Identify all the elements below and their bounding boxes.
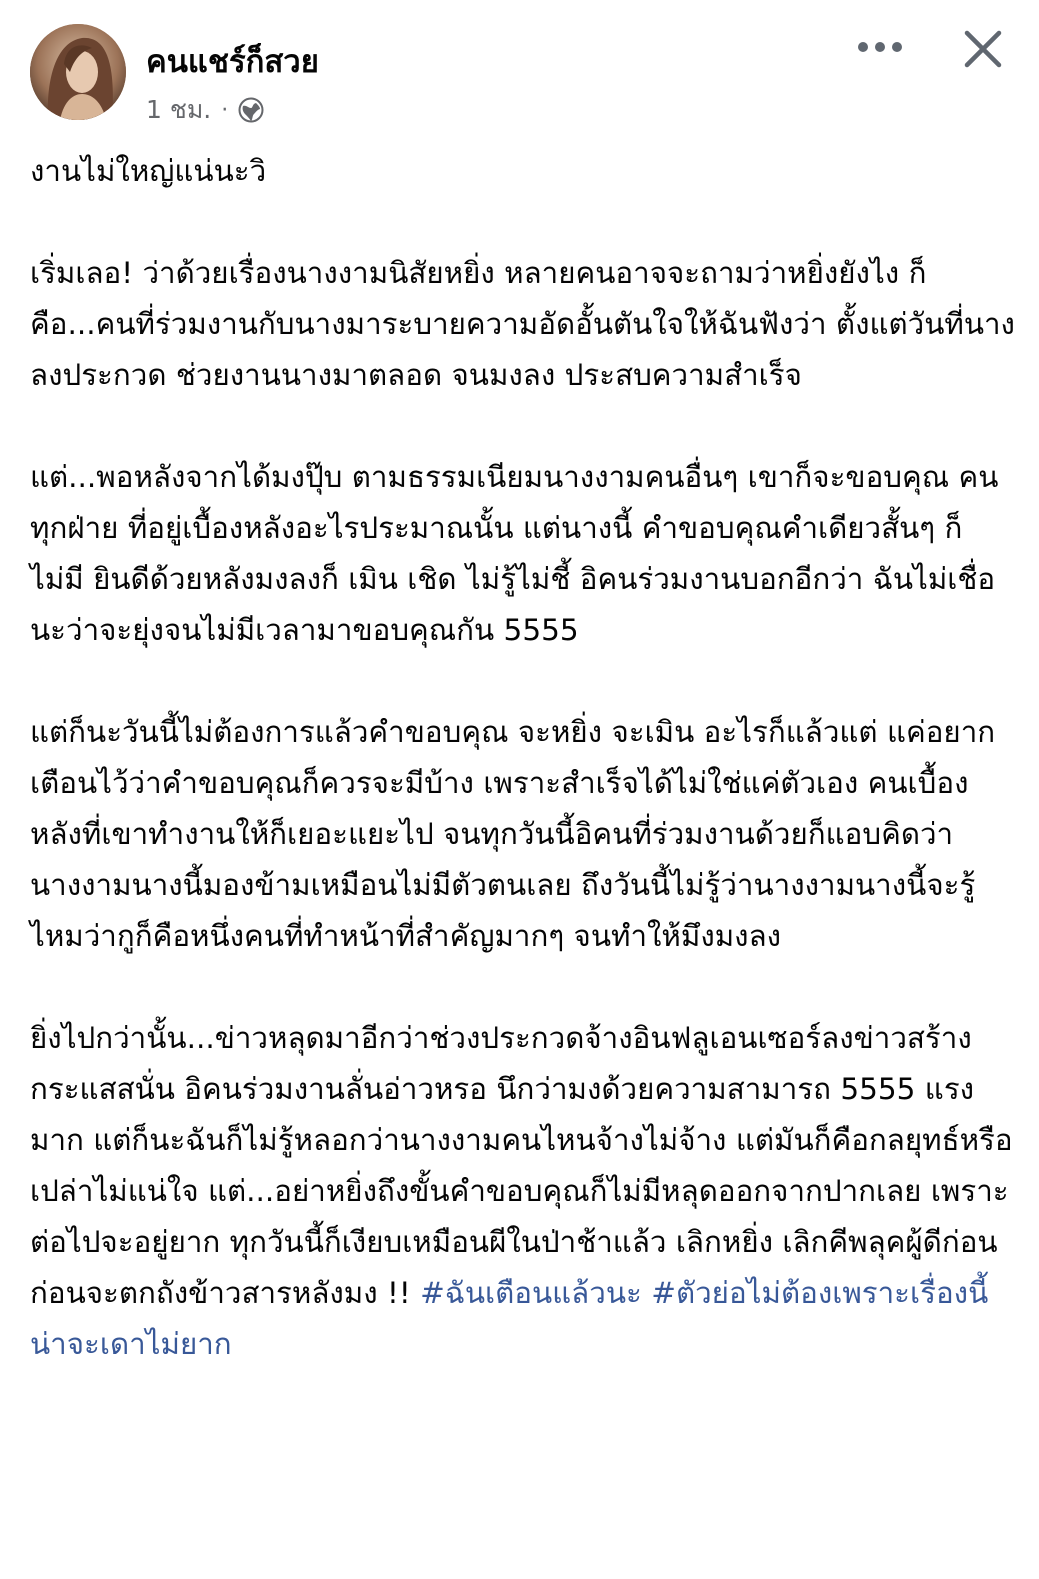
hashtag-link-2[interactable]: #ตัวย่อไม่ต้องเพราะเรื่องนี้น่าจะเดาไม่ยาก (30, 1276, 989, 1361)
author-name[interactable]: คนแชร์ก็สวย (146, 44, 319, 80)
more-options-icon[interactable] (855, 32, 905, 62)
avatar-photo (30, 24, 126, 120)
author-avatar[interactable] (30, 24, 126, 120)
hashtag-link-1[interactable]: #ฉันเตือนแล้วนะ (420, 1276, 642, 1310)
post-paragraph-5 (30, 1013, 1015, 1370)
post-meta (146, 90, 264, 130)
post-paragraph-4: แต่ก็นะวันนี้ไม่ต้องการแล้วคำขอบคุณ จะหยิ่ง จะเมิน อะไรก็แล้วแต่ แค่อยากเตือนไว้ว่าคำขอบคุณก็ควรจะมีบ้าง เพราะสำเร็จได้ไม่ใช่แค่ตัวเอง คนเบื้องหลังที่เขาทำงานให้ก็เยอะแยะไป จนทุกวันนี้อิคนที่ร่วมงานด้วยก็แอบคิดว่า นางงามนางนี้มองข้ามเหมือนไม่มีตัวตนเลย ถึงวันนี้ไม่รู้ว่านางงามนางนี้จะรู้ไหมว่ากูก็คือหนึ่งคนที่ทำหน้าที่สำคัญมากๆ จนทำให้มึงมงลง (30, 715, 996, 953)
post-paragraph-3: แต่...พอหลังจากได้มงปุ๊บ ตามธรรมเนียมนางงามคนอื่นๆ เขาก็จะขอบคุณ คนทุกฝ่าย ที่อยู่เบื้องหลังอะไรประมาณนั้น แต่นางนี้ คำขอบคุณคำเดียวสั้นๆ ก็ไม่มี ยินดีด้วยหลังมงลงก็ เมิน เชิด ไม่รู้ไม่ชี้ อิคนร่วมงานบอกอีกว่า ฉันไม่เชื่อนะว่าจะยุ่งจนไม่มีเวลามาขอบคุณกัน 5555 (30, 460, 999, 647)
post-paragraph-5-text: ยิ่งไปกว่านั้น...ข่าวหลุดมาอีกว่าช่วงประกวดจ้างอินฟลูเอนเซอร์ลงข่าวสร้างกระแสสนั่น อิคนร่วมงานลั่นอ่าวหรอ นึกว่ามงด้วยความสามารถ 5555 แรงมาก แต่ก็นะฉันก็ไม่รู้หลอกว่านางงามคนไหนจ้างไม่จ้าง แต่มันก็คือกลยุทธ์หรือเปล่าไม่แน่ใจ แต่...อย่าหยิ่งถึงขั้นคำขอบคุณก็ไม่มีหลุดออกจากปากเลย เพราะต่อไปจะอยู่ยาก ทุกวันนี้ก็เงียบเหมือนผีในป่าช้าแล้ว เลิกหยิ่ง เลิกคีพลุคผู้ดีก่อน ก่อนจะตกถังข้าวสารหลังมง !! (30, 1021, 1013, 1310)
post-time[interactable]: 1 ชม. (146, 95, 212, 124)
post-paragraph-1: งานไม่ใหญ่แน่นะวิ (30, 154, 267, 188)
meta-separator: · (221, 97, 229, 123)
post-header (0, 0, 1039, 140)
close-icon[interactable] (962, 28, 1004, 70)
globe-icon[interactable] (238, 97, 264, 123)
post-paragraph-2: เริ่มเลอ! ว่าด้วยเรื่องนางงามนิสัยหยิ่ง หลายคนอาจจะถามว่าหยิ่งยังไง ก็คือ...คนที่ร่วมงานกับนางมาระบายความอัดอั้นตันใจให้ฉันฟังว่า ตั้งแต่วันที่นางลงประกวด ช่วยงานนางมาตลอด จนมงลง ประสบความสำเร็จ (30, 256, 1015, 392)
post-body (30, 146, 1015, 1421)
